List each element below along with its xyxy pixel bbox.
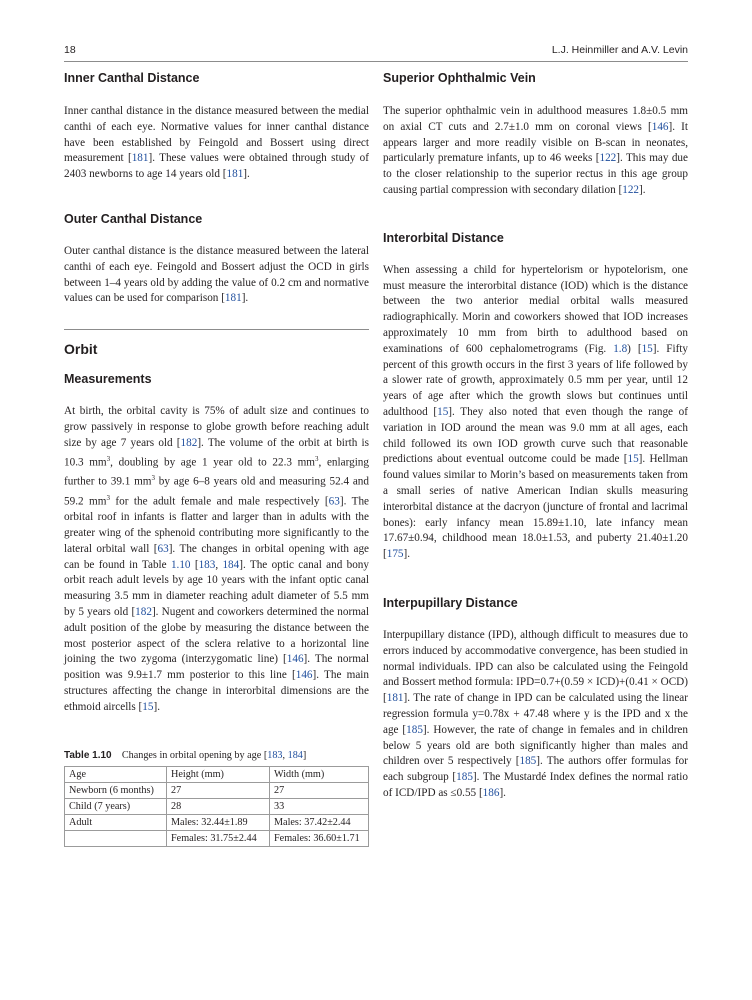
heading-superior-ophthalmic-vein: Superior Ophthalmic Vein xyxy=(383,71,536,85)
table-row xyxy=(65,814,369,830)
running-header xyxy=(64,42,688,62)
citation-link[interactable]: 146 xyxy=(651,120,669,133)
table-row xyxy=(65,830,369,846)
citation-link[interactable]: 1.10 xyxy=(170,558,191,571)
right-column xyxy=(383,70,688,802)
citation-link[interactable]: 181 xyxy=(226,168,244,181)
table-header-cell: Age xyxy=(65,766,167,782)
paragraph-superior-ophthalmic-vein: The superior ophthalmic vein in adulthood measures 1.8±0.5 mm on axial CT cuts and 2.7±1.0 mm on coronal views [146]. It appears larger and more readily visible on B-scan in neonates, particularly premature infants, up to 46 weeks [122]. This may due to the closer relationship to the superior rectus in this age group causing partial compression with secondary dilation [122]. xyxy=(383,105,688,196)
citation-link[interactable]: 186 xyxy=(482,786,500,799)
citation-link[interactable]: 181 xyxy=(131,152,149,165)
table-cell: Males: 32.44±1.89 xyxy=(167,814,270,830)
heading-measurements: Measurements xyxy=(64,372,152,387)
table-cell: 33 xyxy=(270,798,369,814)
citation-link[interactable]: 15 xyxy=(627,453,639,466)
table-caption: Table 1.10 Changes in orbital opening by age [183, 184] xyxy=(64,749,307,761)
citation-link[interactable]: 63 xyxy=(157,542,169,555)
table-cell: 27 xyxy=(270,782,369,798)
citation-link[interactable]: 183 xyxy=(198,558,216,571)
citation-link[interactable]: 184 xyxy=(287,749,303,761)
orbital-opening-table xyxy=(64,766,369,847)
table-cell: 28 xyxy=(167,798,270,814)
citation-link[interactable]: 182 xyxy=(135,605,152,618)
table-cell: 27 xyxy=(167,782,270,798)
citation-link[interactable]: 1.8 xyxy=(613,342,628,355)
table-cell: Females: 31.75±2.44 xyxy=(167,830,270,846)
citation-link[interactable]: 122 xyxy=(599,152,617,165)
table-cell: Males: 37.42±2.44 xyxy=(270,814,369,830)
table-cell xyxy=(65,830,167,846)
heading-interorbital-distance: Interorbital Distance xyxy=(383,230,504,245)
citation-link[interactable]: 185 xyxy=(519,755,537,768)
table-label: Table 1.10 xyxy=(64,749,112,761)
citation-link[interactable]: 146 xyxy=(286,653,304,666)
superscript: 3 xyxy=(106,454,111,463)
citation-link[interactable]: 15 xyxy=(641,342,653,355)
superscript: 3 xyxy=(106,493,110,502)
superscript: 3 xyxy=(151,474,155,483)
running-authors: L.J. Heinmiller and A.V. Levin xyxy=(551,44,688,56)
page-number: 18 xyxy=(64,44,76,56)
table-header-row xyxy=(65,766,369,782)
citation-link[interactable]: 15 xyxy=(142,700,154,713)
table-cell: Child (7 years) xyxy=(65,798,167,814)
citation-link[interactable]: 185 xyxy=(406,723,423,736)
citation-link[interactable]: 184 xyxy=(222,558,240,571)
citation-link[interactable]: 122 xyxy=(622,183,640,196)
heading-orbit: Orbit xyxy=(64,341,98,358)
table-cell: Adult xyxy=(65,814,167,830)
table-cell: Newborn (6 months) xyxy=(65,782,167,798)
table-cell: Females: 36.60±1.71 xyxy=(270,830,369,846)
section-rule xyxy=(64,329,369,330)
paragraph-interorbital-distance: When assessing a child for hypertelorism or hypotelorism, one must measure the interorbital distance (IOD) which is the distance between the two anterior medial orbital walls measured radiographically. Morin and coworkers showed that IOD increases approximately 10 mm from birth to adulthood based on examinations of 600 cephalometrograms (Fig. 1.8) [15]. Fifty percent of this growth occurs in the first 3 years of life followed by a slower rate of growth, approximately 0.5 mm per year, until 12 years of age after which the growth slows but continues until adulthood [15]. They also noted that even though the range of variation in IOD around the mean was 9.0 mm at all ages, each child followed its own IOD growth curve such that reasonable predictions about eventual outcome could be made [15]. Hellman found values similar to Morin’s based on measurements taken from a small series of native American Indian skulls measuring interorbital distance at the dacryon (juncture of frontal and lacrimal bones): early infancy mean 15.89±1.10, late infancy mean 17.67±0.94, childhood mean 18.0±1.53, and puberty 21.40±1.20 [175]. xyxy=(383,263,689,561)
paragraph-interpupillary-distance: Interpupillary distance (IPD), although difficult to measures due to errors induced by accommodative convergence, has been studied in normal individuals. IPD can also be calculated using the Feingold and Bossert method formula: IPD=0.7+(0.59 × ICD)+(0.41 × OCD) [181]. The rate of change in IPD can be calculated using the linear regression formula y=0.78x + 47.48 where y is the IPD and x the age [185]. However, the rate of change in females and in children below 5 years old are both significantly higher than males and children over 5 respectively [185]. The authors offer formulas for each subgroup [185]. The Mustardé Index defines the normal ratio of ICD/IPD as ≤0.55 [186]. xyxy=(383,628,688,799)
superscript: 3 xyxy=(315,454,319,463)
citation-link[interactable]: 15 xyxy=(437,405,449,418)
header-rule xyxy=(64,61,688,62)
paragraph-inner-canthal-distance: Inner canthal distance in the distance measured between the medial canthi of each eye. Normative values for inner canthal distance have been established by Feingold and Bossert using direct measurement [181]. These values were obtained through study of 2403 newborns to age 14 years old [181]. xyxy=(64,105,369,181)
heading-interpupillary-distance: Interpupillary Distance xyxy=(383,595,518,610)
table-header-cell: Width (mm) xyxy=(270,766,369,782)
citation-link[interactable]: 146 xyxy=(295,669,313,682)
paragraph-measurements: At birth, the orbital cavity is 75% of adult size and continues to grow passively in response to globe growth before reaching adult size by age 7 years old [182]. The volume of the orbit at birth is 10.3 $mm^3$, doubling by age 1 year old to 22.3 $mm^3$, enlarging further to 39.1 $mm^3$ by age 6–8 years old and measuring 52.4 and 59.2 $mm^3$ for the adult female and male respectively [63]. The orbital roof in infants is flatter and larger than in adults with the greater wing of the sphenoid contributing more significantly to the lateral orbital wall [63]. The changes in orbital opening with age can be found in Table 1.10 [183, 184]. The optic canal and bony orbit reach adult levels by age 10 years with the infant optic canal measuring 3.5 mm in diameter reaching adult diameter of 5.5 mm by 5 years old [182]. Nugent and coworkers determined the normal adult position of the globe by measuring the distance between the most posterior aspect of the sclera relative to a horizontal line joining the two zygoma (interzygomatic line) [146]. The normal position was 9.9±1.7 mm posterior to this line [146]. The main structures affecting the change in interorbital dimensions are the ethmoid aircells [15]. xyxy=(64,405,370,713)
table-caption-text: Changes in orbital opening by age [ xyxy=(121,749,268,761)
citation-link[interactable]: 181 xyxy=(224,292,242,305)
left-column xyxy=(64,70,369,847)
citation-link[interactable]: 175 xyxy=(386,548,404,561)
citation-link[interactable]: 181 xyxy=(386,692,404,705)
paragraph-outer-canthal-distance: Outer canthal distance is the distance measured between the lateral canthi of each eye. Feingold and Bossert adjust the OCD in girls between 1–4 years old by adding the value of 0.2 cm and normative values can be used for comparison [181]. xyxy=(64,244,369,305)
table-row xyxy=(65,782,369,798)
table-row xyxy=(65,798,369,814)
citation-link[interactable]: 63 xyxy=(328,495,340,508)
citation-link[interactable]: 183 xyxy=(267,749,283,761)
heading-inner-canthal-distance: Inner Canthal Distance xyxy=(64,71,200,85)
citation-link[interactable]: 182 xyxy=(180,436,198,449)
citation-link[interactable]: 185 xyxy=(456,771,473,784)
heading-outer-canthal-distance: Outer Canthal Distance xyxy=(64,211,203,226)
table-header-cell: Height (mm) xyxy=(167,766,270,782)
